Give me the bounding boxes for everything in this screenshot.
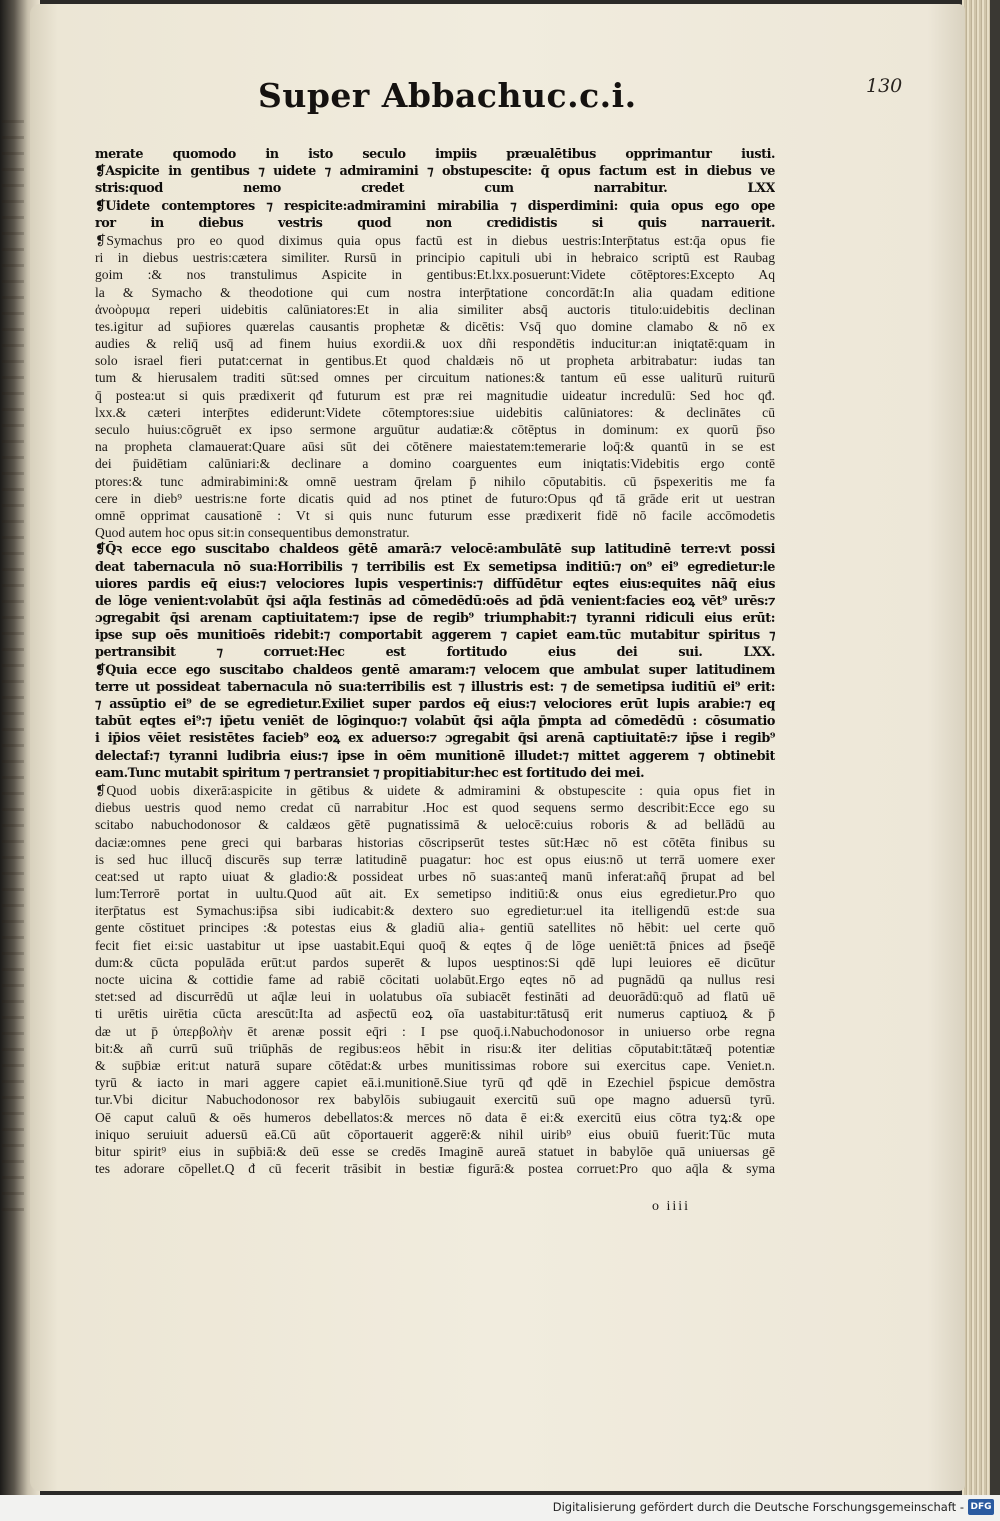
text-line: pertransibit ⁊ corruet:Hec est fortitudo eius dei sui. LXX.	[95, 645, 775, 661]
text-line: tur.Vbi dicitur Nabuchodonosor rex babylōis subiugauit exercitū suū ope magno aduersū tyrū.	[95, 1092, 775, 1108]
text-line: daciæ:omnes pene greci qui barbaras historias cōscripserūt testes sūt:Hæc nō est cōtēta finibus su	[95, 834, 775, 850]
text-line: ❡Q̄ꝛ ecce ego suscitabo chaldeos gētē amarā:⁊ velocē:ambulātē sup latitudinē terre:vt possi	[95, 542, 775, 558]
text-line: tes adorare cōpellet.Q đ cū fecerit trāsibit in bestiæ figurā:& postea corruet:Pro quo aq̄la & syma	[95, 1161, 775, 1177]
text-line: terre ut possideat tabernacula nō sua:terribilis est ⁊ illustris est: ⁊ de semetipsa iuditiū ei⁹ erit:	[95, 679, 775, 695]
text-line: nocte uicina & cottidie fame ad rabiē cōcitati uolabūt.Ergo eqtes nō ad pugnādū qa nullus resi	[95, 972, 775, 987]
text-line: stris:quod nemo credet cum narrabitur. LXX	[95, 181, 775, 197]
text-line: deat tabernacula nō sua:Horribilis ⁊ terribilis est Ex semetipsa inditiū:⁊ on⁹ ei⁹ egredietur:le	[95, 559, 775, 575]
running-head: Super Abbachuc.c.i.	[258, 76, 637, 115]
text-line: q̄ postea:ut si quis prædixerit qđ futurum est præ rei magnitudie uideatur incredulū: Sed hoc qđ.	[95, 387, 775, 403]
footer-bar	[0, 1495, 1000, 1521]
text-line: goim :& nos transtulimus Aspicite in gentibus:Et.lxx.posuerunt:Videte cōtēptores:Excepto Aq	[95, 267, 775, 283]
text-line: ❡Quod uobis dixerā:aspicite in gētibus & uidete & admiramini & obstupescite : quia opus fiet in	[95, 782, 775, 798]
text-line: audies & reliq̄ usq̄ ad finem huius exordii.& uox dñi respondētis inducitur:an iniqtatē:quam in	[95, 336, 775, 352]
text-line: tabūt eqtes ei⁹:⁊ ip̄etu veniēt de lōginquo:⁊ volabūt q̄si aq̄la p̄mpta ad cōmedēdū : cōsumatio	[95, 714, 775, 730]
scan-border	[990, 0, 1000, 1495]
text-line: ⁊ assūptio ei⁹ de se egredietur.Exiliet super pardos eq̄ eius:⁊ velociores erūt lupis arabie:⁊ eq	[95, 697, 775, 712]
text-line: lxx.& cæteri interp̄tes ediderunt:Videte cōtemptores:siue uidebitis calūniatores: & declinātes cū	[95, 404, 775, 420]
text-line: na propheta clamauerat:Quare aūsi sūt dei cōtēnere maiestatem:temerarie loq̄:& quantū in se est	[95, 439, 775, 455]
text-line: ἀνοὸρυμα reperi uidebitis calūniatores:Et in alia similiter absq̄ auctoris titulo:uidebitis declinan	[95, 301, 775, 317]
text-line: ❡Symachus pro eo quod diximus quia opus factū est in diebus uestris:Interp̄tatus est:q̄a opus fie	[95, 232, 775, 248]
signature-mark: o iiii	[652, 1199, 691, 1214]
text-line: ror in diebus vestris quod non credidistis si quis narrauerit.	[95, 215, 775, 231]
text-line: i ip̄ios vēiet resistētes facieb⁹ eoꝝ ex aduerso:⁊ ɔgregabit q̄si arenā captiuitatē:⁊ ip̄se i regib⁹	[95, 731, 775, 747]
folio-number: 130	[866, 75, 903, 97]
text-line: bit:& añ currū suū triūphās de regibus:eos hēbit in risu:& iter delitias cōputabit:tātæq̄ potentiæ	[95, 1040, 775, 1056]
text-line: lum:Terrorē portat in uultu.Quod aūt ait. Ex semetipso inditiū:& onus eius egredietur.Pro quo	[95, 886, 775, 902]
footer-credit: Digitalisierung gefördert durch die Deutsche Forschungsgemeinschaft -	[552, 1500, 964, 1514]
text-line: tum & hierusalem traditi sūt:sed omnes per circuitum nationes:& tantum eū esse ualiturū ruiturū	[95, 370, 775, 386]
text-line: uiores pardis eq̄ eius:⁊ velociores lupis vespertinis:⁊ diffūdētur eqtes eius:equites nāq̄ eius	[95, 576, 775, 592]
text-line: ti urētis uirētia cūcta arescūt:Ita ad asp̄ectū eoꝝ oīa uastabitur:tātusq̄ erit numerus captiuoꝝ & p̄	[95, 1006, 775, 1022]
text-line: ❡Uidete contemptores ⁊ respicite:admiramini mirabilia ⁊ disperdimini: quia opus ego ope	[95, 198, 775, 214]
page-text-block	[95, 146, 775, 1177]
text-line: stet:sed ad discurrēdū ut aq̄læ leui in uolatubus oīa subiacēt festināti ad deuorādū:quō ad flatū uē	[95, 989, 775, 1005]
text-line: eam.Tunc mutabit spiritum ⁊ pertransiet ⁊ propitiabitur:hec est fortitudo dei mei.	[95, 765, 645, 781]
text-line: dum:& cūcta populāda erūt:ut pardos superēt & lupos uesptinos:Si qdē lupi leuiores eē dicūtur	[95, 954, 775, 970]
text-line: seculo huius:cōgruēt ex ipso sermone arguūtur audatiæ:& cōtēptus in dominum: ex quorū p̄so	[95, 422, 775, 437]
text-line: ❡Quia ecce ego suscitabo chaldeos gentē amaram:⁊ velocem que ambulat super latitudinem	[95, 662, 775, 678]
text-line: Oē caput caluū & oēs humeros debellatos:& merces nō data ē ei:& exercitū eius cōtra tyꝝ:& ope	[95, 1109, 775, 1125]
text-line: ipse sup oēs munitioēs ridebit:⁊ comportabit aggerem ⁊ capiet eam.tūc mutabitur spiritus ⁊	[95, 628, 775, 644]
text-line: delectaf:⁊ tyranni ludibria eius:⁊ ipse in oēm munitionē illudet:⁊ mittet aggerem ⁊ obtinebit	[95, 748, 775, 764]
text-line: iniquo seruiuit aduersū eā.Cū aūt cōportauerit aggerē:& nihil uirib⁹ eius obuiū fuerit:Tūc muta	[95, 1126, 775, 1142]
text-line: gente cōstituet principes :& potestas eius & gladiū alia₊ gentiū satellites nō hēbit: uel certe quō	[95, 920, 775, 936]
text-line: la & Symacho & theodotione qui cum nostra interp̄tatione concordāt:In alia quadam editione	[95, 284, 775, 300]
text-line: tyrū & iacto in mari aggere capiet eā.i.munitionē.Siue tyrū qđ qdē in Ezechiel p̄spicue demōstra	[95, 1075, 775, 1091]
text-line: ptores:& tunc admirabimini:& omnē uestram q̄relam p̄ nihilo cōputabitis. cū p̄spexeritis me fa	[95, 473, 775, 489]
text-line: iterp̄tatus est Symachus:ip̄sa sibi iudicabit:& dextero suo egredietur:uel ita itelligendū est:de sua	[95, 903, 775, 919]
text-line: cere in dieb⁹ uestris:ne forte dicatis quid ad nos ptinet de futuro:Opus qđ tā grāde erit ut uestran	[95, 490, 775, 506]
text-line: tes.igitur ad sup̄iores quærelas causantis prophetæ & dicētis: Vsq̄ quo domine clamabo & nō ex	[95, 318, 775, 334]
text-line: Quod autem hoc opus sit:in consequentibus demonstratur.	[95, 525, 410, 541]
text-line: & sup̄biæ erit:ut naturā supare cōtēdat:& urbes munitissimas robore sui exercitus cape. Veniet.n.	[95, 1057, 775, 1073]
text-line: ceat:sed ut rapto uiuat & gladio:& possideat urbes nō suas:anteq̄ manū inferat:añq̄ p̄rupat ad bel	[95, 868, 775, 884]
text-line: ɔgregabit q̄si arenam captiuitatem:⁊ ipse de regib⁹ triumphabit:⁊ tyranni ridiculi eius erūt:	[95, 611, 775, 627]
text-line: scitabo nabuchodonosor & caldæos gētē pugnatissimā & uelocē:cuius roboris & ad bellādū au	[95, 817, 775, 833]
text-line: ri in diebus uestris:cætera similiter. Rursū in principio capituli ubi in hebraico scriptū est Raubag	[95, 250, 775, 266]
text-line: merate quomodo in isto seculo impiis præualētibus opprimantur iusti.	[95, 147, 775, 162]
text-line: bitur spirit⁹ eius in sup̄biā:& deū esse se credēs Imaginē aureā statuet in babylōe quā uniuersas gē	[95, 1143, 775, 1159]
text-line: ❡Aspicite in gentibus ⁊ uidete ⁊ admiramini ⁊ obstupescite: q̄ opus factum est in diebus ve	[95, 164, 775, 180]
text-line: diebus uestris quod nemo credat cū narrabitur .Hoc est quod sequens sermo describit:Ecce ego su	[95, 800, 775, 816]
text-line: solo israel fieri putat:cernat in gentibus.Et quod chaldæis nō ut propheta arbitrabatur: iudas tan	[95, 353, 775, 369]
text-line: dei p̄uidētiam calūniari:& declinare a domino coarguentes eum iniqtatis:Videbitis ergo contē	[95, 456, 775, 472]
facing-page-edge	[2, 120, 24, 1220]
dfg-logo-icon: DFG	[968, 1499, 994, 1515]
text-line: is sed huc illucq̄ discurēs sup terræ latitudinē puagatur: hoc est opus eius:nō ut terrā uomere exer	[95, 851, 775, 867]
text-line: de lōge venient:volabūt q̄si aq̄la festinās ad cōmedēdū:oēs ad p̄dā venient:facies eoꝝ vēt⁹ urēs:⁊	[95, 593, 775, 609]
text-line: fecit fiet ei:sic uastabitur ut ipse uastabit.Equi quoq̄ & eqtes q̄ de lōge ueniēt:tā p̄nices ad p̄seq̄ē	[95, 937, 775, 953]
text-line: omnē opprimat causationē : Vt si quis nunc futurum esse prædixerit fidē nō facile accōmodetis	[95, 507, 775, 523]
text-line: dæ ut p̄ ὑπερβολὴν ēt arenæ possit eq̄ri : I pse quoq̄.i.Nabuchodonosor in uniuerso orbe regna	[95, 1023, 775, 1039]
